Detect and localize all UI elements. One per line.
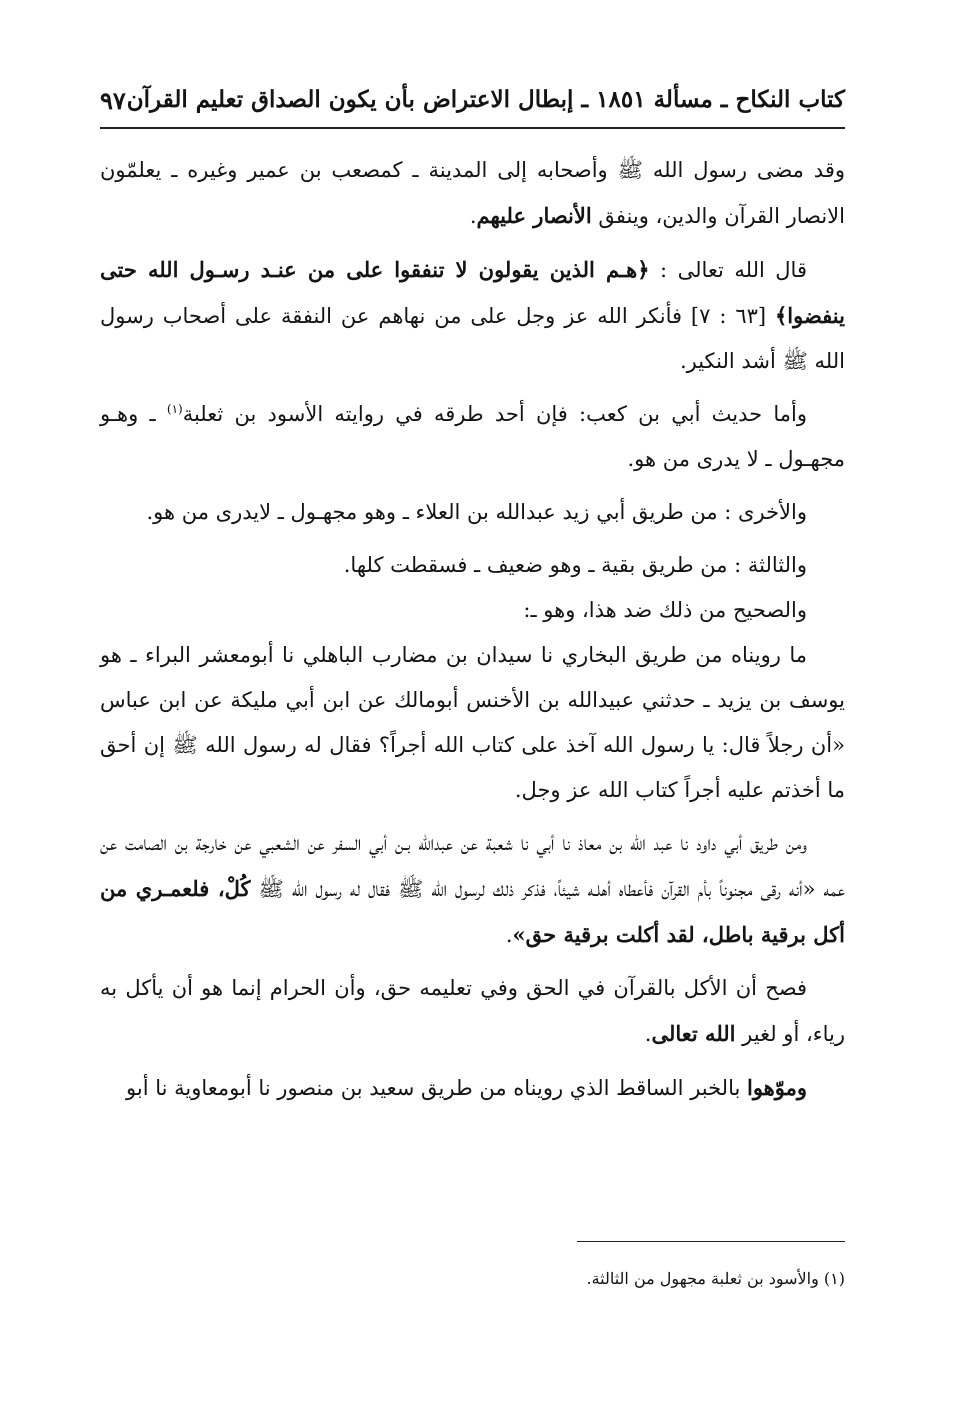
paragraph [100,148,845,239]
paragraph [100,966,845,1057]
paragraph: والثالثة : من طريق بقية ـ وهو ضعيف ـ فسقطت كلها. [343,553,807,577]
text-run: . [505,923,513,947]
text-run: ومن طريق أبي داود نا عبد الله بن معاذ نا أبي نا شعبة عن عبدالله بـن أبي السفر عن الشعبي عن خارجة بن الصامت عن عمه «أنه رقى مجنوناً بأم القرآن فأعطاه أهلـه شيئاً، فذكر ذلك لرسول الله ﷺ فقال له رسول الله ﷺ [100,831,845,901]
header-divider [100,127,845,129]
quran-verse: ﴿هـم الذين يقولون لا تنفقوا على من عنـد رسـول الله حتى ينفضوا﴾ [100,257,845,328]
bold-text: الأنصار عليهم [476,203,592,228]
main-text [100,148,845,1119]
text-run: بالخبر الساقط الذي رويناه من طريق سعيد بن منصور نا أبومعاوية نا أبو [126,1076,747,1100]
footnote-divider [577,1241,845,1242]
bold-text: وموّهوا [747,1075,807,1100]
bold-text: كُلْ، فلعمـري من أكل برقية باطل، لقد أكلت برقية حق» [100,876,845,947]
text-run: فصح أن الأكل بالقرآن في الحق وفي تعليمه حق، وأن الحرام إنما هو أن يأكل به رياء، أو لغير [100,976,845,1046]
paragraph: والصحيح من ذلك ضد هذا، وهو ـ: [523,598,807,622]
paragraph [100,247,845,384]
text-run: . [644,1022,652,1046]
running-title: كتاب النكاح ـ مسألة ١٨٥١ ـ إبطال الاعتراض بأن يكون الصداق تعليم القرآن [126,86,845,113]
footnote: (١) والأسود بن ثعلبة مجهول من الثالثة. [586,1269,845,1288]
text-run: [٦٣ : ٧] فأنكر الله عز وجل على من نهاهم عن النفقة على أصحاب رسول الله ﷺ أشد النكير. [100,304,845,373]
paragraph [100,392,845,482]
text-run: وأما حديث أبي بن كعب: فإن أحد طرقه في روايته الأسود بن ثعلبة [182,402,807,426]
text-run: وقد مضى رسول الله ﷺ وأصحابه إلى المدينة ـ كمصعب بن عمير وغيره ـ يعلمّون الانصار القرآن والدين، وينفق [100,158,845,228]
bold-text: الله تعالى [651,1021,736,1046]
text-run: . [469,204,477,228]
page-header [100,80,845,122]
page-number: ٩٧ [100,86,126,115]
paragraph: والأخرى : من طريق أبي زيد عبدالله بن العلاء ـ وهو مجهـول ـ لايدرى من هو. [146,500,807,524]
text-run: قال الله تعالى : [649,258,807,282]
paragraph [100,821,845,958]
footnote-marker: (١) [166,402,183,416]
paragraph: ما رويناه من طريق البخاري نا سيدان بن مضارب الباهلي نا أبومعشر البراء ـ هو يوسف بن يزيد ـ حدثني عبيدالله بن الأخنس أبومالك عن ابن أبي مليكة عن ابن عباس «أن رجلاً قال: يا رسول الله آخذ على كتاب الله أجراً؟ فقال له رسول الله ﷺ إن أحق ما أخذتم عليه أجراً كتاب الله عز وجل. [100,643,845,802]
text-run: ـ وهـو مجهـول ـ لا يدرى من هو. [100,402,845,471]
paragraph [100,1065,845,1111]
